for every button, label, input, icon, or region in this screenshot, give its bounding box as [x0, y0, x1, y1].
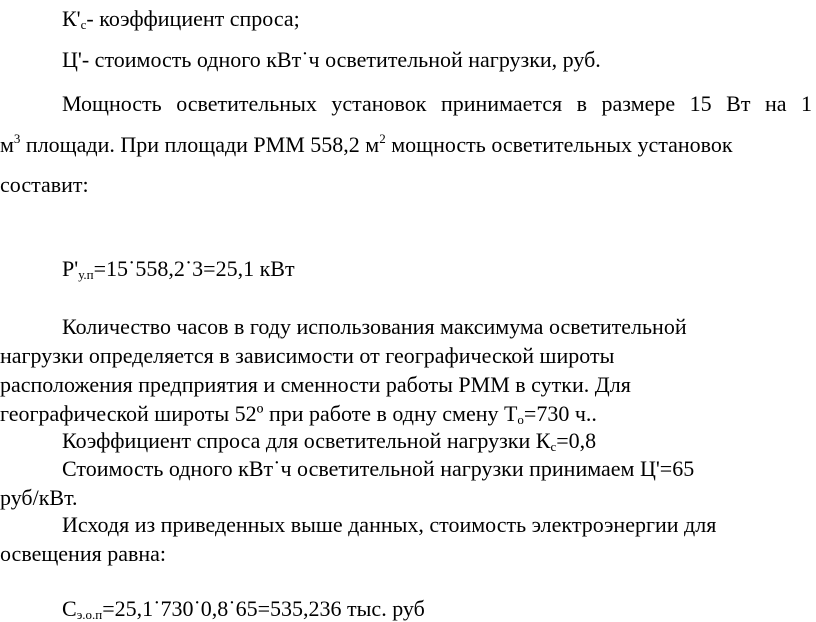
kc-subscript: с	[80, 17, 87, 32]
para2-line3: расположения предприятия и сменности работы РММ в сутки. Для	[0, 372, 631, 397]
text-fragment: Коэффициент спроса для осветительной нагрузки К	[62, 428, 551, 453]
text-fragment: =730 ч..	[523, 401, 597, 426]
para1-line3: составит:	[0, 172, 89, 197]
para5-line2: освещения равна:	[0, 541, 167, 566]
superscript: 2	[379, 131, 386, 146]
word: принимается	[440, 91, 563, 116]
cop-expression: =25,1˙730˙0,8˙65=535,236 тыс. руб	[102, 596, 425, 621]
pup-expression: =15˙558,2˙3=25,1 кВт	[93, 256, 295, 281]
pup-subscript: у.п	[78, 267, 94, 282]
word: на	[764, 91, 787, 116]
definition-c: Ц'- стоимость одного кВт˙ч осветительной нагрузки, руб.	[62, 47, 601, 72]
para5-line1: Исходя из приведенных выше данных, стоимость электроэнергии для	[62, 512, 717, 537]
para2-line4	[0, 403, 597, 425]
text-fragment: м	[0, 132, 14, 157]
para2-line2: нагрузки определяется в зависимости от географической широты	[0, 343, 615, 368]
para3-line1	[62, 430, 596, 452]
para1-line1	[62, 93, 812, 115]
word: размере	[601, 91, 676, 116]
para2-line1: Количество часов в году использования максимума осветительной	[62, 314, 687, 339]
para1-line2	[0, 131, 733, 157]
word: Вт	[726, 91, 751, 116]
word: 1	[801, 91, 812, 116]
text-fragment: географической широты 52º при работе в одну смену Т	[0, 401, 518, 426]
word: в	[576, 91, 588, 116]
word: установок	[331, 91, 427, 116]
para4-line2: руб/кВт.	[0, 485, 78, 510]
cop-subscript: э.о.п	[76, 607, 103, 622]
superscript: 3	[13, 131, 21, 146]
word: Мощность	[62, 91, 162, 116]
pup-symbol: Р'	[62, 256, 79, 281]
word: осветительных	[176, 91, 317, 116]
formula-cop	[62, 598, 425, 620]
kc-symbol: К'	[62, 6, 81, 31]
definition-kc	[62, 8, 300, 30]
kc-subscript: с	[550, 439, 557, 454]
text-fragment: мощность осветительных установок	[385, 132, 733, 157]
to-subscript: о	[517, 412, 524, 427]
kc-description: - коэффициент спроса;	[86, 6, 300, 31]
cop-symbol: С	[62, 596, 77, 621]
text-fragment: площади. При площади РММ 558,2 м	[20, 132, 380, 157]
para4-line1: Стоимость одного кВт˙ч осветительной нагрузки принимаем Ц'=65	[62, 456, 695, 481]
formula-pup	[62, 258, 295, 280]
word: 15	[689, 91, 712, 116]
text-fragment: =0,8	[556, 428, 597, 453]
